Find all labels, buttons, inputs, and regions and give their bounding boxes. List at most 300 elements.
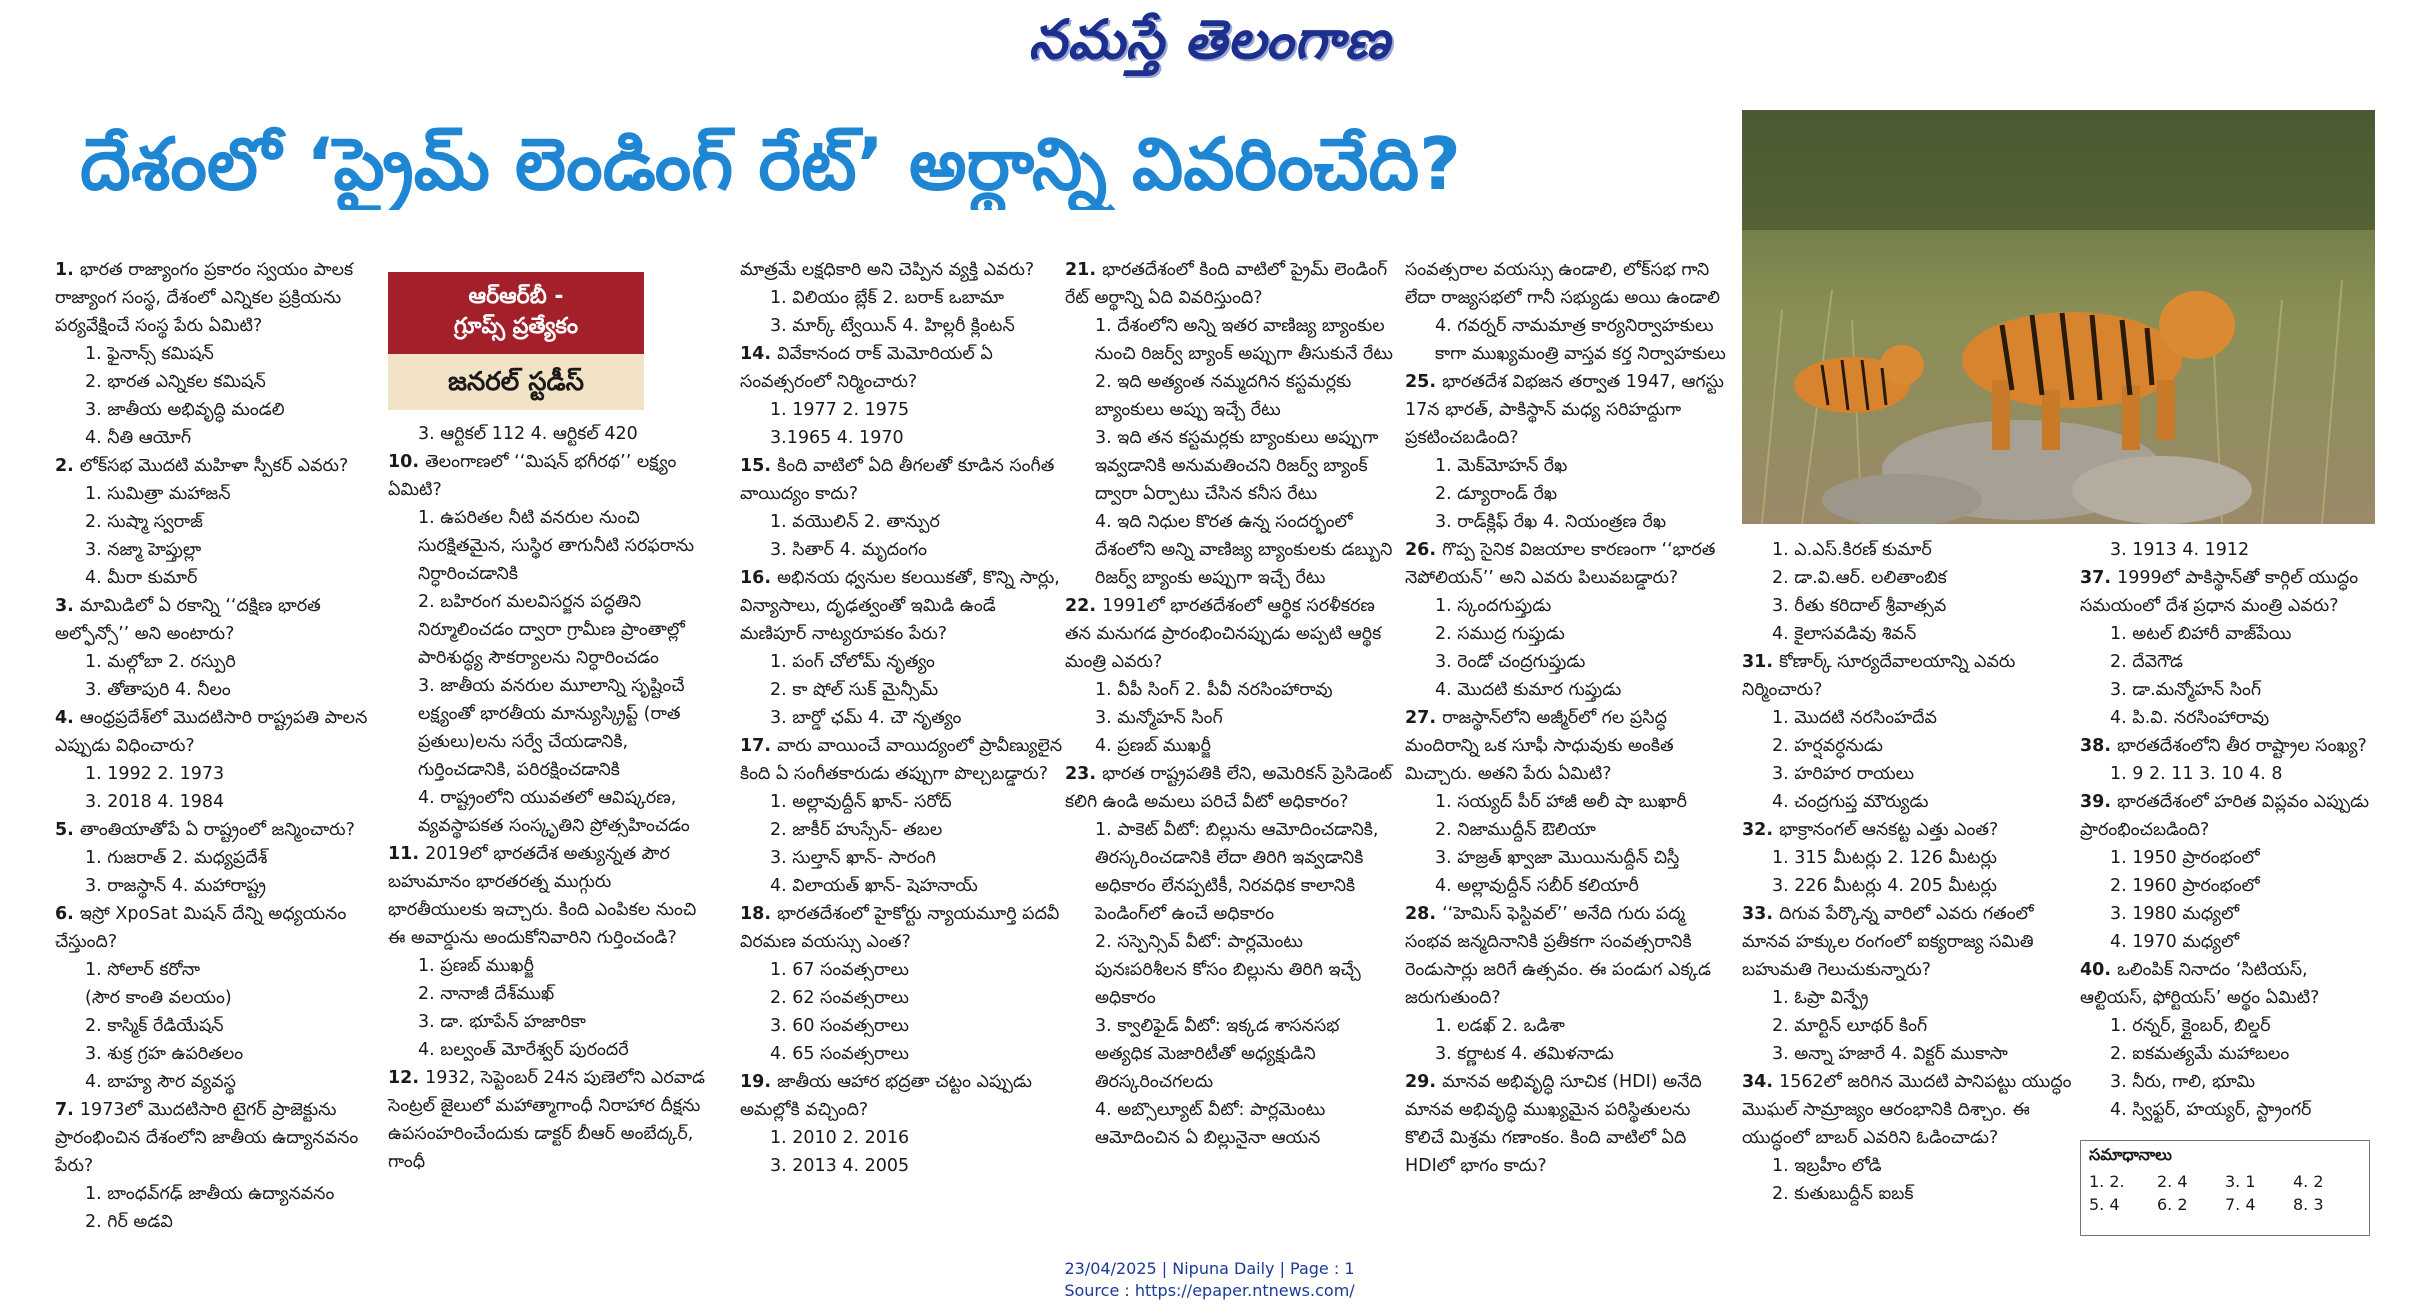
- question-item: [1405, 704, 1735, 900]
- question-number: 17.: [740, 736, 778, 756]
- option-list: [85, 480, 380, 592]
- question-item: [388, 840, 713, 1064]
- question-text: [388, 840, 713, 952]
- footer: [0, 1258, 2419, 1302]
- option: 1. విలియం బ్లేక్ 2. బరాక్ ఒబామా: [770, 288, 1005, 308]
- question-text: [1405, 368, 1735, 452]
- question-body: భారతదేశంలో హరిత విప్లవం ఎప్పుడు ప్రారంభించబడింది?: [2080, 792, 2370, 840]
- question-body: భారతదేశంలో కింది వాటిలో ప్రైమ్ లెండింగ్ రేట్ అర్థాన్ని ఏది వివరిస్తుంది?: [1065, 260, 1388, 308]
- question-item: [1742, 536, 2072, 648]
- question-number: 33.: [1742, 904, 1780, 924]
- question-body: కోణార్క్ సూర్యదేవాలయాన్ని ఎవరు నిర్మించారు?: [1742, 652, 2016, 700]
- question-number: 5.: [55, 820, 80, 840]
- footer-date-line: 23/04/2025 | Nipuna Daily | Page : 1: [1064, 1259, 1355, 1278]
- option-list: [1095, 312, 1395, 592]
- question-item: [2080, 536, 2380, 564]
- option: 1. పంగ్ చోలోమ్ నృత్యం: [770, 652, 935, 672]
- question-body: ఇస్రో XpoSat మిషన్ దేన్ని అధ్యయనం చేస్తుంది?: [55, 904, 347, 952]
- option: 4. మొదటి కుమార గుప్తుడు: [1435, 680, 1622, 700]
- option-list: [2110, 844, 2380, 956]
- question-text: [1405, 1068, 1735, 1180]
- option: 4. బాహ్య సౌర వ్యవస్థ: [85, 1072, 236, 1092]
- option: 2. కాస్మిక్ రేడియేషన్: [85, 1016, 224, 1036]
- question-item: [1065, 592, 1395, 760]
- question-body: భారత రాజ్యాంగం ప్రకారం స్వయం పాలక రాజ్యాంగ సంస్థ, దేశంలో ఎన్నికల ప్రక్రియను పర్యవేక్షించే సంస్థ పేరు ఏమిటి?: [55, 260, 354, 336]
- question-text: [1065, 592, 1395, 676]
- column-4: [1065, 256, 1395, 1152]
- question-item: [1405, 256, 1735, 368]
- option-list: [418, 420, 713, 448]
- question-number: 39.: [2080, 792, 2118, 812]
- option: 2. నిజాముద్దీన్ ఔలియా: [1435, 820, 1596, 840]
- option: 2. మార్టిన్ లూథర్ కింగ్: [1772, 1016, 1928, 1036]
- question-body: వివేకానంద రాక్ మెమోరియల్ ఏ సంవత్సరంలో నిర్మించారు?: [740, 344, 993, 392]
- question-item: [1405, 368, 1735, 536]
- question-item: [55, 900, 380, 1096]
- option: 4. చంద్రగుప్త మౌర్యుడు: [1772, 792, 1929, 812]
- question-number: 21.: [1065, 260, 1103, 280]
- option: 1. సయ్యద్ పీర్ హాజీ అలీ షా బుఖారీ: [1435, 792, 1688, 812]
- question-number: 14.: [740, 344, 778, 364]
- option: 3. ఇది తన కస్టమర్లకు బ్యాంకులు అప్పుగా ఇవ్వడానికి అనుమతించని రిజర్వ్ బ్యాంక్ ద్వారా ఏర్పాటు చేసిన కనీస రేటు: [1095, 428, 1379, 504]
- question-item: [55, 452, 380, 592]
- question-text: [740, 1068, 1065, 1124]
- question-item: [55, 704, 380, 816]
- question-text: [740, 900, 1065, 956]
- question-item: [740, 256, 1065, 340]
- question-item: [1065, 256, 1395, 592]
- option: 3. తోతాపురి 4. నీలం: [85, 680, 231, 700]
- question-body: 1973లో మొదటిసారి టైగర్ ప్రాజెక్టును ప్రారంభించిన దేశంలోని జాతీయ ఉద్యానవనం పేరు?: [55, 1100, 359, 1176]
- question-number: 2.: [55, 456, 80, 476]
- option: 2. కుతుబుద్దీన్ ఐబక్: [1772, 1184, 1914, 1204]
- option: 3. 1913 4. 1912: [2110, 540, 2250, 560]
- option: 4. ఇది నిధుల కొరత ఉన్న సందర్భంలో దేశంలోని అన్ని వాణిజ్య బ్యాంకులకు డబ్బుని రిజర్వ్ బ్యాంకు అప్పుగా ఇచ్చే రేటు: [1095, 512, 1393, 588]
- question-number: 10.: [388, 452, 426, 472]
- question-number: 29.: [1405, 1072, 1443, 1092]
- question-item: [1742, 900, 2072, 1068]
- option: 1. 1950 ప్రారంభంలో: [2110, 848, 2260, 868]
- option-list: [1772, 1152, 2072, 1208]
- option: 1. ప్రణబ్ ముఖర్జీ: [418, 956, 535, 976]
- answer-item: 8. 3: [2293, 1195, 2324, 1214]
- question-number: 15.: [740, 456, 778, 476]
- question-number: 3.: [55, 596, 80, 616]
- option: 1. రన్నర్, క్లైంబర్, బిల్డర్: [2110, 1016, 2271, 1036]
- option-list: [1772, 704, 2072, 816]
- option: 2. ఐకమత్యమే మహాబలం: [2110, 1044, 2290, 1064]
- option: 2. కా షోల్ సుక్ మైన్సీమ్: [770, 680, 939, 700]
- option: 1. గుజరాత్ 2. మధ్యప్రదేశ్: [85, 848, 268, 868]
- option: 1. అల్లావుద్దీన్ ఖాన్- సరోద్: [770, 792, 952, 812]
- option: 1. 1992 2. 1973: [85, 764, 225, 784]
- question-number: 37.: [2080, 568, 2118, 588]
- option: 3. సితార్ 4. మృదంగం: [770, 540, 928, 560]
- option: 2. భారత ఎన్నికల కమిషన్: [85, 372, 266, 392]
- question-item: [1405, 1068, 1735, 1180]
- option: 1. దేశంలోని అన్ని ఇతర వాణిజ్య బ్యాంకుల నుంచి రిజర్వ్ బ్యాంక్ అప్పుగా తీసుకునే రేటు: [1095, 316, 1393, 364]
- question-item: [55, 816, 380, 900]
- option-list: [1435, 1012, 1735, 1068]
- question-text: [2080, 732, 2380, 760]
- option: 1. సుమిత్రా మహాజన్: [85, 484, 231, 504]
- option: 3. నజ్మా హెప్తుల్లా: [85, 540, 202, 560]
- answer-item: 3. 1: [2225, 1172, 2256, 1191]
- option: 3. జాతీయ వనరుల మూలాన్ని సృష్టించే లక్ష్యంతో భారతీయ మాన్యుస్క్రిప్ట్ (రాత ప్రతులు)లను సర్వే చేయడానికి, గుర్తించడానికి, పరిరక్షించడానికి: [418, 676, 685, 780]
- question-body: వారు వాయించే వాయిద్యంలో ప్రావీణ్యులైన కింది ఏ సంగీతకారుడు తప్పుగా పొల్చబడ్డారు?: [740, 736, 1063, 784]
- question-text: [740, 340, 1065, 396]
- option-list: [1772, 844, 2072, 900]
- question-number: 6.: [55, 904, 80, 924]
- column-5: [1405, 256, 1735, 1180]
- option: 3. మార్క్ ట్వేయిన్ 4. హిల్లరీ క్లింటన్: [770, 316, 1015, 336]
- column-7: [2080, 536, 2380, 1124]
- question-text: [1742, 1068, 2072, 1152]
- question-body: గొప్ప సైనిక విజయాల కారణంగా ‘‘భారత నెపోలియన్’’ అని ఎవరు పిలువబడ్డారు?: [1405, 540, 1716, 588]
- footer-source-line: Source : https://epaper.ntnews.com/: [1064, 1281, 1355, 1300]
- question-item: [740, 900, 1065, 1068]
- answer-key-grid: [2089, 1172, 2361, 1214]
- question-item: [1065, 760, 1395, 1152]
- option: 2. దేవెగౌడ: [2110, 652, 2183, 672]
- option: 2. డ్యూరాండ్ రేఖ: [1435, 484, 1558, 504]
- option-list: [85, 760, 380, 816]
- option: 3. మన్మోహన్ సింగ్: [1095, 708, 1223, 728]
- option: 3. రాజస్థాన్ 4. మహారాష్ట్ర: [85, 876, 266, 896]
- option: 1. 1977 2. 1975: [770, 400, 910, 420]
- option: 2. సముద్ర గుప్తుడు: [1435, 624, 1565, 644]
- question-body: ‘‘హెమిస్ ఫెస్టివల్’’ అనేది గురు పద్మ సంభవ జన్మదినానికి ప్రతీకగా సంవత్సరానికి రెండుసార్లు జరిగే ఉత్సవం. ఈ పండుగ ఎక్కడ జరుగుతుంది?: [1405, 904, 1712, 1008]
- option-list: [418, 504, 713, 840]
- option-list: [770, 284, 1065, 340]
- question-body: దిగువ పేర్కొన్న వారిలో ఎవరు గతంలో మానవ హక్కుల రంగంలో ఐక్యరాజ్య సమితి బహుమతి గెలుచుకున్నారు?: [1742, 904, 2034, 980]
- question-text: [55, 1096, 380, 1180]
- option: 1. ఎ.ఎస్.కిరణ్ కుమార్: [1772, 540, 1932, 560]
- question-number: 16.: [740, 568, 778, 588]
- question-body: భారత రాష్ట్రపతికి లేని, అమెరికన్ ప్రెసిడెంట్ కలిగి ఉండి అమలు పరిచే వీటో అధికారం?: [1065, 764, 1393, 812]
- question-body: కింది వాటిలో ఏది తీగలతో కూడిన సంగీత వాయిద్యం కాదు?: [740, 456, 1055, 504]
- option: 3. జాతీయ అభివృద్ధి మండలి: [85, 400, 285, 420]
- option: 2. హర్షవర్ధనుడు: [1772, 736, 1883, 756]
- option: 1. మొదటి నరసింహదేవ: [1772, 708, 1937, 728]
- question-item: [1742, 1068, 2072, 1208]
- category-line-1: ఆర్ఆర్‌బీ -: [468, 284, 564, 309]
- question-number: 4.: [55, 708, 80, 728]
- option: 4. అబ్సొల్యూట్ వీటో: పార్లమెంటు ఆమోదించిన ఏ బిల్లునైనా ఆయన: [1095, 1100, 1326, 1148]
- option: 3. నీరు, గాలి, భూమి: [2110, 1072, 2255, 1092]
- option: 3. హరిహర రాయలు: [1772, 764, 1915, 784]
- option: 4. గవర్నర్ నామమాత్ర కార్యనిర్వాహకులు కాగా ముఖ్యమంత్రి వాస్తవ కర్త నిర్వాహకులు: [1435, 316, 1726, 364]
- question-item: [388, 420, 713, 448]
- option-list: [1435, 788, 1735, 900]
- question-item: [388, 448, 713, 840]
- question-item: [740, 1068, 1065, 1180]
- option: 3. డా.మన్మోహన్ సింగ్: [2110, 680, 2262, 700]
- option-list: [1435, 592, 1735, 704]
- option-list: [1435, 312, 1735, 368]
- option: 3. 1980 మధ్యలో: [2110, 904, 2240, 924]
- question-text: [388, 1064, 713, 1176]
- question-text: [55, 592, 380, 648]
- question-number: 11.: [388, 844, 426, 864]
- question-text: [1065, 760, 1395, 816]
- option: 3. 60 సంవత్సరాలు: [770, 1016, 909, 1036]
- option: 3. రెండో చంద్రగుప్తుడు: [1435, 652, 1586, 672]
- question-body: తెలంగాణలో ‘‘మిషన్ భగీరథ’’ లక్ష్యం ఏమిటి?: [388, 452, 677, 500]
- question-text: [55, 704, 380, 760]
- option: 1. 315 మీటర్లు 2. 126 మీటర్లు: [1772, 848, 1997, 868]
- option-list: [770, 648, 1065, 732]
- question-text: [740, 452, 1065, 508]
- question-item: [55, 256, 380, 452]
- question-text: [55, 452, 380, 480]
- option: 4. స్విఫ్టర్, హయ్యర్, స్ట్రాంగర్: [2110, 1100, 2312, 1120]
- option: 2. 62 సంవత్సరాలు: [770, 988, 909, 1008]
- option-list: [1095, 676, 1395, 760]
- option: 2. బహిరంగ మలవిసర్జన పద్ధతిని నిర్మూలించడం ద్వారా గ్రామీణ ప్రాంతాల్లో పారిశుద్ధ్య సౌకర్యాలను నిర్ధారించడం: [418, 592, 685, 668]
- tiger-photo-icon: [1742, 110, 2375, 524]
- question-body: భారతదేశంలో హైకోర్టు న్యాయమూర్తి పదవీ విరమణ వయస్సు ఎంత?: [740, 904, 1060, 952]
- option: 2. ఇది అత్యంత నమ్మదగిన కస్టమర్లకు బ్యాంకులు అప్పు ఇచ్చే రేటు: [1095, 372, 1352, 420]
- option: 3. శుక్ర గ్రహ ఉపరితలం: [85, 1044, 244, 1064]
- question-number: 23.: [1065, 764, 1103, 784]
- option-list: [1095, 816, 1395, 1152]
- option-list: [85, 1180, 380, 1236]
- question-text: [1405, 536, 1735, 592]
- option-list: [85, 956, 380, 1096]
- question-item: [740, 564, 1065, 732]
- category-box: [388, 272, 644, 410]
- question-text: [55, 900, 380, 956]
- option: 1. పాకెట్ వీటో: బిల్లును ఆమోదించడానికి, తిరస్కరించడానికి లేదా తిరిగి ఇవ్వడానికి అధికారం లేనప్పటికీ, నిరవధిక కాలానికి పెండింగ్‌లో ఉంచే అధికారం: [1095, 820, 1379, 924]
- question-item: [2080, 732, 2380, 788]
- option: 1. 2010 2. 2016: [770, 1128, 910, 1148]
- question-body: భాక్రానంగల్ ఆనకట్ట ఎత్తు ఎంత?: [1779, 820, 1999, 840]
- question-body: సంవత్సరాల వయస్సు ఉండాలి, లోక్‌సభ గాని లేదా రాజ్యసభలో గానీ సభ్యుడు అయి ఉండాలి: [1405, 260, 1720, 308]
- option-list: [1772, 984, 2072, 1068]
- option: 4. 65 సంవత్సరాలు: [770, 1044, 909, 1064]
- option-list: [418, 952, 713, 1064]
- option: 4. విలాయత్ ఖాన్- షెహనాయ్: [770, 876, 978, 896]
- question-text: [55, 256, 380, 340]
- option: 1. మెక్‌మోహన్ రేఖ: [1435, 456, 1568, 476]
- answer-item: 1. 2.: [2089, 1172, 2125, 1191]
- option: 2. గిర్ అడవి: [85, 1212, 173, 1232]
- answer-item: 5. 4: [2089, 1195, 2120, 1214]
- option: 4. అల్లావుద్దీన్ సబీర్ కలియారీ: [1435, 876, 1639, 896]
- option: 3. సుల్తాన్ ఖాన్- సారంగి: [770, 848, 937, 868]
- category-line-2: గ్రూప్స్ ప్రత్యేకం: [453, 314, 579, 339]
- question-body: 2019లో భారతదేశ అత్యున్నత పౌర బహుమానం భారతరత్న ముగ్గురు భారతీయులకు ఇచ్చారు. కింది ఎంపికల నుంచి ఈ అవార్డును అందుకోనివారిని గుర్తించండి?: [388, 844, 697, 948]
- option: 1. ఓప్రా విన్ఫ్రే: [1772, 988, 1869, 1008]
- question-number: 31.: [1742, 652, 1780, 672]
- option: 3. రీతు కరిదాల్ శ్రీవాత్సవ: [1772, 596, 1947, 616]
- question-text: [2080, 956, 2380, 1012]
- option: 3. డా. భూపేన్ హజారికా: [418, 1012, 586, 1032]
- option: 3. అన్నా హజారే 4. విక్టర్ ముకాసా: [1772, 1044, 2008, 1064]
- question-number: 27.: [1405, 708, 1443, 728]
- question-number: 19.: [740, 1072, 778, 1092]
- question-text: [2080, 564, 2380, 620]
- question-body: ఆంధ్రప్రదేశ్‌లో మొదటిసారి రాష్ట్రపతి పాలన ఎప్పుడు విధించారు?: [55, 708, 368, 756]
- answer-key: [2080, 1140, 2370, 1236]
- question-item: [1742, 816, 2072, 900]
- option: 3. రాడ్‌క్లిఫ్ రేఖ 4. నియంత్రణ రేఖ: [1435, 512, 1667, 532]
- option: 1. ఉపరితల నీటి వనరుల నుంచి సురక్షితమైన, సుస్థిర తాగునీటి సరఫరాను నిర్ధారించడానికి: [418, 508, 694, 584]
- answer-item: 7. 4: [2225, 1195, 2256, 1214]
- category-box-title: [388, 272, 644, 354]
- column-6: [1742, 536, 2072, 1208]
- question-body: తాంతియాతోపే ఏ రాష్ట్రంలో జన్మించారు?: [79, 820, 355, 840]
- option: 2. సుష్మా స్వరాజ్: [85, 512, 203, 532]
- option: 1. 9 2. 11 3. 10 4. 8: [2110, 764, 2283, 784]
- question-number: 25.: [1405, 372, 1443, 392]
- question-body: భారతదేశంలోని తీర రాష్ట్రాల సంఖ్య?: [2117, 736, 2367, 756]
- question-text: [2080, 788, 2380, 844]
- option: 1. ఫైనాన్స్ కమిషన్: [85, 344, 214, 364]
- option: 4. నీతి ఆయోగ్: [85, 428, 192, 448]
- option: 3. 2018 4. 1984: [85, 792, 225, 812]
- option: 4. రాష్ట్రంలోని యువతలో ఆవిష్కరణ, వ్యవస్థాపకత సంస్కృతిని ప్రోత్సహించడం: [418, 788, 690, 836]
- option: 4. పి.వి. నరసింహారావు: [2110, 708, 2270, 728]
- headline: దేశంలో ‘ప్రైమ్ లెండింగ్ రేట్’ అర్థాన్ని వివరించేది?: [80, 122, 1461, 206]
- column-1: [55, 256, 380, 1236]
- column-3: [740, 256, 1065, 1180]
- question-body: మామిడిలో ఏ రకాన్ని ‘‘దక్షిణ భారత అల్ఫోన్సో’’ అని అంటారు?: [55, 596, 321, 644]
- question-text: [1405, 900, 1735, 1012]
- option: 1. స్కందగుప్తుడు: [1435, 596, 1552, 616]
- option-list: [85, 340, 380, 452]
- question-text: [1742, 900, 2072, 984]
- question-item: [2080, 564, 2380, 732]
- option: 3. క్వాలిఫైడ్ వీటో: ఇక్కడ శాసనసభ అత్యధిక మెజారిటీతో అధ్యక్షుడిని తిరస్కరించగలదు: [1095, 1016, 1340, 1092]
- question-number: 18.: [740, 904, 778, 924]
- option: 3. హజ్రత్ ఖ్వాజా మొయినుద్దీన్ చిస్తీ: [1435, 848, 1680, 868]
- option-list: [1435, 452, 1735, 536]
- option-list: [85, 648, 380, 704]
- option: 3. ఆర్టికల్ 112 4. ఆర్టికల్ 420: [418, 424, 638, 444]
- option: 3.1965 4. 1970: [770, 428, 904, 448]
- answer-key-title: సమాధానాలు: [2089, 1145, 2172, 1164]
- question-number: 7.: [55, 1100, 80, 1120]
- option-list: [2110, 620, 2380, 732]
- question-body: 1991లో భారతదేశంలో ఆర్థిక సరళీకరణ తన మనుగడ ప్రారంభించినప్పుడు అప్పటి ఆర్థిక మంత్రి ఎవరు?: [1065, 596, 1382, 672]
- subject-label: జనరల్ స్టడీస్: [388, 354, 644, 410]
- option: 3. బార్డో ఛమ్ 4. చౌ నృత్యం: [770, 708, 962, 728]
- option: 1. లడఖ్ 2. ఒడిశా: [1435, 1016, 1565, 1036]
- question-item: [740, 340, 1065, 452]
- masthead: నమస్తే తెలంగాణ: [1028, 8, 1391, 71]
- option: 4. ప్రణబ్ ముఖర్జీ: [1095, 736, 1212, 756]
- question-item: [740, 732, 1065, 900]
- option: 1. బాంధవ్‌గఢ్ జాతీయ ఉద్యానవనం: [85, 1184, 335, 1204]
- option-list: [770, 508, 1065, 564]
- option-list: [2110, 536, 2380, 564]
- option-list: [2110, 1012, 2380, 1124]
- question-number: 28.: [1405, 904, 1443, 924]
- option: 2. డా.వి.ఆర్. లలితాంబిక: [1772, 568, 1947, 588]
- option: 1. వీపీ సింగ్ 2. పీవీ నరసింహారావు: [1095, 680, 1333, 700]
- question-body: 1932, సెప్టెంబర్ 24న పుణెలోని ఎరవాడ సెంట్రల్ జైలులో మహాత్మాగాంధీ నిరాహార దీక్షను ఉపసంహరించేందుకు డాక్టర్ బీఆర్ అంబేద్కర్, గాంధీ: [388, 1068, 705, 1172]
- question-text: [1065, 256, 1395, 312]
- option-list: [770, 1124, 1065, 1180]
- question-item: [1405, 536, 1735, 704]
- option: 4. మీరా కుమార్: [85, 568, 198, 588]
- question-number: 34.: [1742, 1072, 1780, 1092]
- question-body: ఒలింపిక్ నినాదం ‘సిటియస్, ఆల్టియస్, ఫోర్టియస్’ అర్థం ఏమిటి?: [2080, 960, 2320, 1008]
- question-text: [55, 816, 380, 844]
- question-text: [1742, 816, 2072, 844]
- option: (సౌర కాంతి వలయం): [85, 988, 232, 1008]
- question-body: మానవ అభివృద్ధి సూచిక (HDI) అనేది మానవ అభివృద్ధి ముఖ్యమైన పరిస్థితులను కొలిచే మిశ్రమ గణాంకం. కింది వాటిలో ఏది HDIలో భాగం కాదు?: [1405, 1072, 1702, 1176]
- question-item: [2080, 956, 2380, 1124]
- option: 3. కర్ణాటక 4. తమిళనాడు: [1435, 1044, 1614, 1064]
- question-body: లోక్‌సభ మొదటి మహిళా స్పీకర్ ఎవరు?: [79, 456, 349, 476]
- option-list: [85, 844, 380, 900]
- option: 2. జాకీర్ హుస్సేన్- తబల: [770, 820, 943, 840]
- option: 2. సస్పెన్సివ్ వీటో: పార్లమెంటు పునఃపరిశీలన కోసం బిల్లును తిరిగి ఇచ్చే అధికారం: [1095, 932, 1361, 1008]
- question-text: [1405, 704, 1735, 788]
- option: 3. 226 మీటర్లు 4. 205 మీటర్లు: [1772, 876, 1997, 896]
- option: 1. మల్గోబా 2. రస్పురి: [85, 652, 236, 672]
- option: 2. 1960 ప్రారంభంలో: [2110, 876, 2260, 896]
- option: 4. బల్వంత్ మోరేశ్వర్ పురందరే: [418, 1040, 629, 1060]
- option-list: [770, 788, 1065, 900]
- question-item: [1405, 900, 1735, 1068]
- option: 1. సోలార్ కరోనా: [85, 960, 201, 980]
- option: 1. అటల్ బిహారీ వాజ్‌పేయి: [2110, 624, 2292, 644]
- question-text: [740, 256, 1065, 284]
- question-number: 22.: [1065, 596, 1103, 616]
- option: 3. 2013 4. 2005: [770, 1156, 910, 1176]
- question-item: [388, 1064, 713, 1176]
- option-list: [2110, 760, 2380, 788]
- question-item: [740, 452, 1065, 564]
- option: 2. నానాజీ దేశ్‌ముఖ్: [418, 984, 555, 1004]
- option-list: [770, 396, 1065, 452]
- question-item: [1742, 648, 2072, 816]
- answer-item: 2. 4: [2157, 1172, 2188, 1191]
- question-text: [388, 448, 713, 504]
- question-body: మాత్రమే లక్షధికారి అని చెప్పిన వ్యక్తి ఎవరు?: [740, 260, 1035, 280]
- question-number: 1.: [55, 260, 80, 280]
- question-number: 32.: [1742, 820, 1780, 840]
- question-item: [2080, 788, 2380, 956]
- answer-item: 6. 2: [2157, 1195, 2188, 1214]
- question-number: 26.: [1405, 540, 1443, 560]
- option: 1. 67 సంవత్సరాలు: [770, 960, 909, 980]
- option: 4. 1970 మధ్యలో: [2110, 932, 2240, 952]
- option: 1. వయొలిన్ 2. తాన్పుర: [770, 512, 940, 532]
- answer-item: 4. 2: [2293, 1172, 2324, 1191]
- question-text: [1742, 648, 2072, 704]
- question-text: [1405, 256, 1735, 312]
- question-body: రాజస్థాన్‌లోని అజ్మీర్‌లో గల ప్రసిద్ధ మందిరాన్ని ఒక సూఫీ సాధువుకు అంకిత మిచ్చారు. అతని పేరు ఏమిటి?: [1405, 708, 1674, 784]
- question-body: జాతీయ ఆహార భద్రతా చట్టం ఎప్పుడు అమల్లోకి వచ్చింది?: [740, 1072, 1032, 1120]
- option-list: [1772, 536, 2072, 648]
- question-number: 40.: [2080, 960, 2118, 980]
- option-list: [770, 956, 1065, 1068]
- question-text: [740, 732, 1065, 788]
- question-body: భారతదేశ విభజన తర్వాత 1947, ఆగస్టు 17న భారత్, పాకిస్థాన్ మధ్య సరిహద్దుగా ప్రకటించబడింది?: [1405, 372, 1724, 448]
- question-body: 1562లో జరిగిన మొదటి పానిపట్టు యుద్ధం మొఘల్ సామ్రాజ్యం ఆరంభానికి దిశ్చాం. ఈ యుద్ధంలో బాబర్ ఎవరిని ఓడించాడు?: [1742, 1072, 2072, 1148]
- option: 4. కైలాసవడివు శివన్: [1772, 624, 1917, 644]
- question-item: [55, 1096, 380, 1236]
- question-number: 12.: [388, 1068, 426, 1088]
- option: 1. ఇబ్రహీం లోడి: [1772, 1156, 1882, 1176]
- question-text: [740, 564, 1065, 648]
- question-body: 1999లో పాకిస్థాన్‌తో కార్గిల్ యుద్ధం సమయంలో దేశ ప్రధాన మంత్రి ఎవరు?: [2080, 568, 2359, 616]
